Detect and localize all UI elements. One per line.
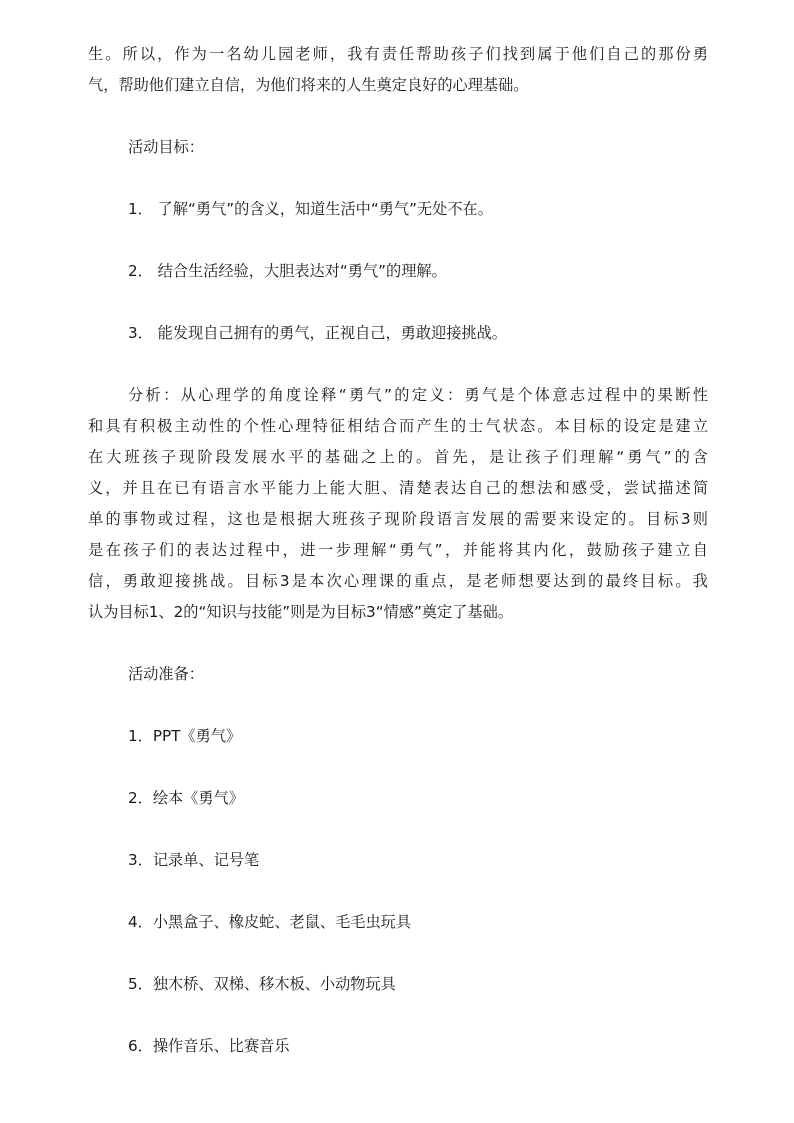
prep-item-3: 3．记录单、记号笔 — [128, 851, 260, 869]
analysis-line-1: 分析：从心理学的角度诠释“勇气”的定义：勇气是个体意志过程中的果断性 — [128, 386, 708, 404]
spacer — [88, 225, 708, 256]
prep-item-1: 1．PPT《勇气》 — [128, 727, 242, 745]
spacer — [88, 690, 708, 721]
analysis-line-5: 单的事物或过程，这也是根据大班孩子现阶段语言发展的需要来设定的。目标3则 — [88, 510, 708, 528]
prep-item-4: 4．小黑盒子、橡皮蛇、老鼠、毛毛虫玩具 — [128, 913, 412, 931]
spacer — [88, 101, 708, 132]
spacer — [88, 349, 708, 380]
spacer — [88, 163, 708, 194]
spacer — [88, 876, 708, 907]
spacer — [88, 938, 708, 969]
analysis-line-6: 是在孩子们的表达过程中，进一步理解“勇气”，并能将其内化，鼓励孩子建立自 — [88, 541, 708, 559]
prep-item-5: 5．独木桥、双梯、移木板、小动物玩具 — [128, 975, 396, 993]
analysis-line-4: 义，并且在已有语言水平能力上能大胆、清楚表达自己的想法和感受，尝试描述简 — [88, 479, 708, 497]
prep-item-6: 6．操作音乐、比赛音乐 — [128, 1037, 290, 1055]
goal-item-3: 3． 能发现自己拥有的勇气，正视自己，勇敢迎接挑战。 — [128, 324, 507, 342]
prep-heading: 活动准备： — [128, 665, 204, 683]
prep-item-2: 2．绘本《勇气》 — [128, 789, 244, 807]
goals-heading: 活动目标： — [128, 138, 204, 156]
analysis-line-3: 在大班孩子现阶段发展水平的基础之上的。首先，是让孩子们理解“勇气”的含 — [88, 448, 708, 466]
analysis-line-8: 认为目标1、2的“知识与技能”则是为目标3“情感”奠定了基础。 — [88, 603, 513, 621]
intro-line-2: 气，帮助他们建立自信，为他们将来的人生奠定良好的心理基础。 — [88, 76, 529, 94]
goal-item-1: 1． 了解“勇气”的含义，知道生活中“勇气”无处不在。 — [128, 200, 493, 218]
intro-line-1: 生。所以，作为一名幼儿园老师，我有责任帮助孩子们找到属于他们自己的那份勇 — [88, 45, 708, 63]
spacer — [88, 287, 708, 318]
analysis-line-7: 信，勇敢迎接挑战。目标3是本次心理课的重点，是老师想要达到的最终目标。我 — [88, 572, 708, 590]
spacer — [88, 752, 708, 783]
document-page — [88, 39, 708, 1062]
spacer — [88, 628, 708, 659]
goal-item-2: 2． 结合生活经验，大胆表达对“勇气”的理解。 — [128, 262, 447, 280]
spacer — [88, 814, 708, 845]
spacer — [88, 1000, 708, 1031]
analysis-line-2: 和具有积极主动性的个性心理特征相结合而产生的士气状态。本目标的设定是建立 — [88, 417, 708, 435]
